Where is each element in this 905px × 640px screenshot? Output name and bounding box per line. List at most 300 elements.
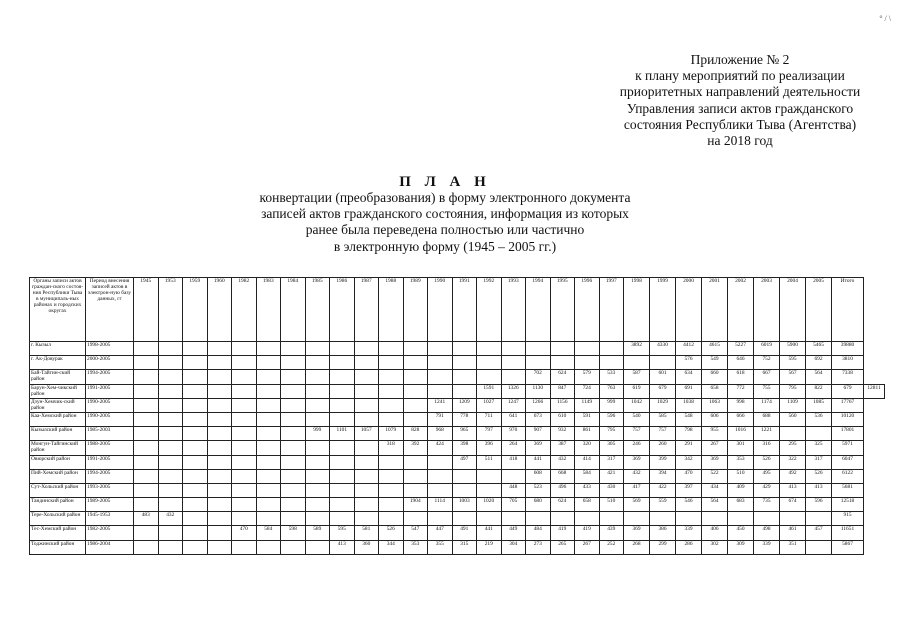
year-count-cell: 1904 xyxy=(403,498,428,512)
year-count-cell xyxy=(134,398,159,412)
year-count-cell xyxy=(452,469,477,483)
year-count-cell: 998 xyxy=(728,398,754,412)
year-count-cell xyxy=(281,469,306,483)
year-count-cell xyxy=(207,483,232,497)
header-year: 1953 xyxy=(158,278,183,342)
year-count-cell: 999 xyxy=(305,427,330,441)
year-count-cell xyxy=(501,356,526,370)
table-row xyxy=(30,455,885,469)
year-count-cell xyxy=(599,512,624,526)
year-count-cell xyxy=(330,498,355,512)
year-count-cell: 970 xyxy=(501,427,526,441)
year-count-cell xyxy=(330,384,355,398)
organ-name-cell: Монгун-Тайгинский район xyxy=(30,441,86,455)
year-count-cell xyxy=(207,469,232,483)
year-count-cell: 1101 xyxy=(330,427,355,441)
total-cell: 7338 xyxy=(832,370,864,384)
year-count-cell: 955 xyxy=(702,427,728,441)
year-count-cell xyxy=(232,398,257,412)
year-count-cell xyxy=(379,412,404,426)
year-count-cell: 598 xyxy=(281,526,306,540)
year-count-cell: 559 xyxy=(650,498,676,512)
year-count-cell xyxy=(575,356,600,370)
period-cell: 1993-2005 xyxy=(86,483,134,497)
year-count-cell xyxy=(183,540,208,554)
year-count-cell xyxy=(403,370,428,384)
year-count-cell xyxy=(134,441,159,455)
year-count-cell xyxy=(305,356,330,370)
year-count-cell xyxy=(526,342,551,356)
year-count-cell xyxy=(305,370,330,384)
header-year: 1992 xyxy=(477,278,502,342)
year-count-cell xyxy=(354,498,379,512)
year-count-cell xyxy=(256,370,281,384)
year-count-cell xyxy=(550,512,575,526)
year-count-cell: 772 xyxy=(728,384,754,398)
appendix-line: состояния Республики Тыва (Агентства) xyxy=(623,116,857,132)
header-year: 2000 xyxy=(676,278,702,342)
year-count-cell xyxy=(232,512,257,526)
year-count-cell: 1591 xyxy=(477,384,502,398)
year-count-cell xyxy=(806,512,832,526)
year-count-cell: 618 xyxy=(728,370,754,384)
year-count-cell: 522 xyxy=(702,469,728,483)
year-count-cell: 1130 xyxy=(526,384,551,398)
year-count-cell: 252 xyxy=(599,540,624,554)
year-count-cell: 351 xyxy=(780,540,806,554)
year-count-cell xyxy=(728,512,754,526)
year-count-cell: 679 xyxy=(650,384,676,398)
period-cell: 1982-2005 xyxy=(86,526,134,540)
year-count-cell: 658 xyxy=(702,384,728,398)
year-count-cell xyxy=(452,483,477,497)
year-count-cell: 523 xyxy=(526,483,551,497)
year-count-cell: 658 xyxy=(575,498,600,512)
year-count-cell xyxy=(676,512,702,526)
header-year: 2004 xyxy=(780,278,806,342)
year-count-cell: 569 xyxy=(624,498,650,512)
year-count-cell xyxy=(428,483,453,497)
year-count-cell: 429 xyxy=(754,483,780,497)
year-count-cell xyxy=(477,342,502,356)
year-count-cell xyxy=(183,441,208,455)
total-cell: 5971 xyxy=(832,441,864,455)
year-count-cell: 667 xyxy=(754,370,780,384)
year-count-cell xyxy=(134,540,159,554)
year-count-cell: 496 xyxy=(550,483,575,497)
year-count-cell xyxy=(754,512,780,526)
organ-name-cell: Кызылский район xyxy=(30,427,86,441)
table-row xyxy=(30,441,885,455)
year-count-cell: 457 xyxy=(806,526,832,540)
year-count-cell: 579 xyxy=(575,370,600,384)
year-count-cell: 4615 xyxy=(702,342,728,356)
header-period: Период внесения записей актов в электрон-ную базу данных, гг xyxy=(86,278,134,342)
period-cell: 1945-1953 xyxy=(86,512,134,526)
header-year: 1999 xyxy=(650,278,676,342)
year-count-cell xyxy=(158,540,183,554)
year-count-cell xyxy=(379,370,404,384)
year-count-cell xyxy=(232,370,257,384)
year-count-cell: 536 xyxy=(806,412,832,426)
header-year: 1986 xyxy=(330,278,355,342)
year-count-cell xyxy=(379,469,404,483)
year-count-cell xyxy=(158,469,183,483)
period-cell: 1990-2005 xyxy=(86,412,134,426)
year-count-cell: 418 xyxy=(501,455,526,469)
year-count-cell xyxy=(806,540,832,554)
year-count-cell: 432 xyxy=(550,455,575,469)
year-count-cell xyxy=(575,512,600,526)
organ-name-cell: г. Кызыл xyxy=(30,342,86,356)
year-count-cell: 596 xyxy=(806,498,832,512)
year-count-cell: 295 xyxy=(780,441,806,455)
year-count-cell: 691 xyxy=(676,384,702,398)
table-row xyxy=(30,483,885,497)
table-header-row xyxy=(30,278,885,342)
year-count-cell xyxy=(624,356,650,370)
year-count-cell xyxy=(256,427,281,441)
year-count-cell: 510 xyxy=(728,469,754,483)
year-count-cell: 483 xyxy=(134,512,159,526)
year-count-cell: 6019 xyxy=(754,342,780,356)
appendix-line: к плану мероприятий по реализации xyxy=(635,68,845,84)
year-count-cell xyxy=(207,427,232,441)
total-cell: 17801 xyxy=(832,427,864,441)
year-count-cell xyxy=(134,370,159,384)
year-count-cell: 291 xyxy=(676,441,702,455)
year-count-cell xyxy=(403,512,428,526)
year-count-cell: 666 xyxy=(728,412,754,426)
year-count-cell: 1020 xyxy=(477,498,502,512)
year-count-cell xyxy=(183,370,208,384)
year-count-cell: 705 xyxy=(501,498,526,512)
period-cell: 1988-2005 xyxy=(86,441,134,455)
year-count-cell: 546 xyxy=(676,498,702,512)
year-count-cell: 317 xyxy=(806,455,832,469)
year-count-cell: 1209 xyxy=(452,398,477,412)
year-count-cell xyxy=(158,384,183,398)
year-count-cell xyxy=(134,498,159,512)
year-count-cell xyxy=(183,398,208,412)
year-count-cell xyxy=(158,356,183,370)
organ-name-cell: Овюрский район xyxy=(30,455,86,469)
year-count-cell xyxy=(305,469,330,483)
year-count-cell xyxy=(256,483,281,497)
period-cell: 1991-2005 xyxy=(86,384,134,398)
year-count-cell: 353 xyxy=(403,540,428,554)
header-year: 1991 xyxy=(452,278,477,342)
year-count-cell: 624 xyxy=(550,370,575,384)
year-count-cell xyxy=(452,342,477,356)
year-count-cell xyxy=(281,398,306,412)
header-year: 1945 xyxy=(134,278,159,342)
year-count-cell xyxy=(158,370,183,384)
year-count-cell xyxy=(354,412,379,426)
year-count-cell: 724 xyxy=(575,384,600,398)
year-count-cell: 795 xyxy=(599,427,624,441)
year-count-cell xyxy=(379,455,404,469)
period-cell: 1985-2003 xyxy=(86,427,134,441)
year-count-cell: 511 xyxy=(477,455,502,469)
year-count-cell: 564 xyxy=(806,370,832,384)
year-count-cell: 907 xyxy=(526,427,551,441)
header-year: 2002 xyxy=(728,278,754,342)
year-count-cell: 449 xyxy=(501,526,526,540)
year-count-cell xyxy=(158,526,183,540)
year-count-cell: 828 xyxy=(403,427,428,441)
period-cell: 1991-2005 xyxy=(86,455,134,469)
year-count-cell: 1016 xyxy=(728,427,754,441)
year-count-cell: 646 xyxy=(728,356,754,370)
organ-name-cell: Тандинский район xyxy=(30,498,86,512)
year-count-cell xyxy=(158,441,183,455)
plan-subtitle-line: записей актов гражданского состояния, информация из которых xyxy=(261,206,629,222)
year-count-cell xyxy=(207,526,232,540)
year-count-cell: 396 xyxy=(477,441,502,455)
year-count-cell xyxy=(501,469,526,483)
year-count-cell xyxy=(477,370,502,384)
year-count-cell: 1221 xyxy=(754,427,780,441)
year-count-cell xyxy=(330,412,355,426)
year-count-cell: 339 xyxy=(754,540,780,554)
year-count-cell: 309 xyxy=(728,540,754,554)
year-count-cell xyxy=(232,455,257,469)
year-count-cell: 406 xyxy=(702,526,728,540)
year-count-cell xyxy=(379,498,404,512)
year-count-cell xyxy=(501,342,526,356)
year-count-cell: 369 xyxy=(624,455,650,469)
year-count-cell xyxy=(256,469,281,483)
year-count-cell: 417 xyxy=(624,483,650,497)
year-count-cell xyxy=(281,427,306,441)
year-count-cell: 1247 xyxy=(501,398,526,412)
year-count-cell: 595 xyxy=(330,526,355,540)
year-count-cell: 246 xyxy=(624,441,650,455)
year-count-cell: 711 xyxy=(477,412,502,426)
header-year: 1959 xyxy=(183,278,208,342)
year-count-cell xyxy=(256,441,281,455)
year-count-cell xyxy=(232,540,257,554)
year-count-cell xyxy=(452,512,477,526)
year-count-cell: 564 xyxy=(702,498,728,512)
year-count-cell xyxy=(256,455,281,469)
year-count-cell xyxy=(232,356,257,370)
year-count-cell: 680 xyxy=(526,498,551,512)
year-count-cell: 549 xyxy=(702,356,728,370)
organ-name-cell: Пий-Хемский район xyxy=(30,469,86,483)
year-count-cell xyxy=(183,384,208,398)
year-count-cell xyxy=(650,512,676,526)
year-count-cell: 683 xyxy=(728,498,754,512)
year-count-cell: 548 xyxy=(676,412,702,426)
year-count-cell: 267 xyxy=(575,540,600,554)
table-row xyxy=(30,370,885,384)
year-count-cell: 584 xyxy=(575,469,600,483)
year-count-cell: 422 xyxy=(650,483,676,497)
year-count-cell: 822 xyxy=(806,384,832,398)
year-count-cell: 441 xyxy=(477,526,502,540)
table-row xyxy=(30,356,885,370)
year-count-cell xyxy=(207,342,232,356)
year-count-cell: 1156 xyxy=(550,398,575,412)
year-count-cell: 1174 xyxy=(754,398,780,412)
header-year: 1996 xyxy=(575,278,600,342)
period-cell: 1994-2005 xyxy=(86,469,134,483)
year-count-cell: 3892 xyxy=(624,342,650,356)
year-count-cell: 1085 xyxy=(806,398,832,412)
plan-subtitle-line: в электронную форму (1945 – 2005 гг.) xyxy=(333,238,557,254)
year-count-cell: 433 xyxy=(575,483,600,497)
year-count-cell: 608 xyxy=(526,469,551,483)
year-count-cell xyxy=(281,384,306,398)
year-count-cell xyxy=(477,469,502,483)
year-count-cell xyxy=(354,512,379,526)
appendix-line: Приложение № 2 xyxy=(690,52,790,67)
year-count-cell xyxy=(354,441,379,455)
year-count-cell: 798 xyxy=(676,427,702,441)
year-count-cell xyxy=(305,384,330,398)
year-count-cell: 392 xyxy=(403,441,428,455)
year-count-cell: 491 xyxy=(452,526,477,540)
year-count-cell: 286 xyxy=(676,540,702,554)
year-count-cell xyxy=(330,512,355,526)
year-count-cell xyxy=(354,342,379,356)
year-count-cell xyxy=(305,498,330,512)
year-count-cell xyxy=(183,455,208,469)
year-count-cell xyxy=(232,427,257,441)
year-count-cell: 301 xyxy=(728,441,754,455)
year-count-cell: 304 xyxy=(501,540,526,554)
year-count-cell xyxy=(183,526,208,540)
year-count-cell: 533 xyxy=(599,370,624,384)
year-count-cell xyxy=(281,441,306,455)
year-count-cell: 344 xyxy=(379,540,404,554)
year-count-cell: 419 xyxy=(550,526,575,540)
year-count-cell: 268 xyxy=(624,540,650,554)
year-count-cell: 567 xyxy=(780,370,806,384)
year-count-cell: 219 xyxy=(477,540,502,554)
year-count-cell xyxy=(305,512,330,526)
year-count-cell xyxy=(428,469,453,483)
year-count-cell: 606 xyxy=(702,412,728,426)
year-count-cell: 965 xyxy=(452,427,477,441)
year-count-cell xyxy=(599,342,624,356)
year-count-cell xyxy=(550,356,575,370)
header-year: Итого xyxy=(832,278,864,342)
total-cell: 6047 xyxy=(832,455,864,469)
year-count-cell xyxy=(305,398,330,412)
period-cell: 1994-2005 xyxy=(86,370,134,384)
total-cell: 5681 xyxy=(832,483,864,497)
year-count-cell: 757 xyxy=(624,427,650,441)
year-count-cell xyxy=(183,427,208,441)
appendix-line: на 2018 год xyxy=(707,133,773,149)
year-count-cell xyxy=(501,512,526,526)
table-row xyxy=(30,398,885,412)
table-row xyxy=(30,342,885,356)
year-count-cell: 299 xyxy=(650,540,676,554)
table-row xyxy=(30,412,885,426)
year-count-cell: 1079 xyxy=(379,427,404,441)
year-count-cell: 413 xyxy=(330,540,355,554)
year-count-cell xyxy=(599,356,624,370)
organ-name-cell: Тере-Хольский район xyxy=(30,512,86,526)
year-count-cell xyxy=(330,455,355,469)
year-count-cell: 526 xyxy=(379,526,404,540)
year-count-cell: 305 xyxy=(599,441,624,455)
period-cell: 1990-2005 xyxy=(86,398,134,412)
plan-subtitle xyxy=(200,190,690,255)
year-count-cell: 688 xyxy=(754,412,780,426)
year-count-cell xyxy=(207,384,232,398)
year-count-cell xyxy=(256,384,281,398)
appendix-line: Управления записи актов гражданского xyxy=(626,100,854,116)
period-cell: 2000-2005 xyxy=(86,356,134,370)
year-count-cell: 264 xyxy=(501,441,526,455)
year-count-cell xyxy=(158,498,183,512)
year-count-cell xyxy=(330,441,355,455)
year-count-cell: 619 xyxy=(624,384,650,398)
total-cell: 5867 xyxy=(832,540,864,554)
year-count-cell xyxy=(281,455,306,469)
year-count-cell: 587 xyxy=(624,370,650,384)
year-count-cell: 641 xyxy=(501,412,526,426)
year-count-cell: 1109 xyxy=(780,398,806,412)
year-count-cell xyxy=(428,370,453,384)
table-row xyxy=(30,498,885,512)
year-count-cell xyxy=(232,498,257,512)
header-year: 2005 xyxy=(806,278,832,342)
header-year: 1982 xyxy=(232,278,257,342)
year-count-cell: 795 xyxy=(780,384,806,398)
year-count-cell xyxy=(158,342,183,356)
header-year: 1983 xyxy=(256,278,281,342)
year-count-cell: 1003 xyxy=(452,498,477,512)
header-year: 1989 xyxy=(403,278,428,342)
year-count-cell xyxy=(158,455,183,469)
year-count-cell: 355 xyxy=(428,540,453,554)
year-count-cell xyxy=(134,469,159,483)
corner-mark: ° / \ xyxy=(879,14,891,23)
year-count-cell xyxy=(330,483,355,497)
year-count-cell: 1241 xyxy=(428,398,453,412)
organ-name-cell: Бай-Тайгин-ский район xyxy=(30,370,86,384)
year-count-cell xyxy=(330,370,355,384)
year-count-cell: 421 xyxy=(599,469,624,483)
plan-subtitle-line: ранее была переведена полностью или частично xyxy=(305,222,585,238)
year-count-cell xyxy=(575,342,600,356)
year-count-cell xyxy=(256,498,281,512)
year-count-cell: 778 xyxy=(452,412,477,426)
year-count-cell: 999 xyxy=(599,398,624,412)
year-count-cell xyxy=(183,498,208,512)
total-cell: 12811 xyxy=(864,384,885,398)
year-count-cell xyxy=(501,370,526,384)
year-count-cell: 413 xyxy=(780,483,806,497)
year-count-cell: 398 xyxy=(452,441,477,455)
year-count-cell: 1326 xyxy=(501,384,526,398)
year-count-cell: 317 xyxy=(599,455,624,469)
year-count-cell xyxy=(806,427,832,441)
year-count-cell xyxy=(281,512,306,526)
year-count-cell: 470 xyxy=(232,526,257,540)
year-count-cell: 660 xyxy=(702,370,728,384)
year-count-cell: 692 xyxy=(806,356,832,370)
year-count-cell: 4330 xyxy=(650,342,676,356)
header-year: 1994 xyxy=(526,278,551,342)
year-count-cell xyxy=(526,512,551,526)
